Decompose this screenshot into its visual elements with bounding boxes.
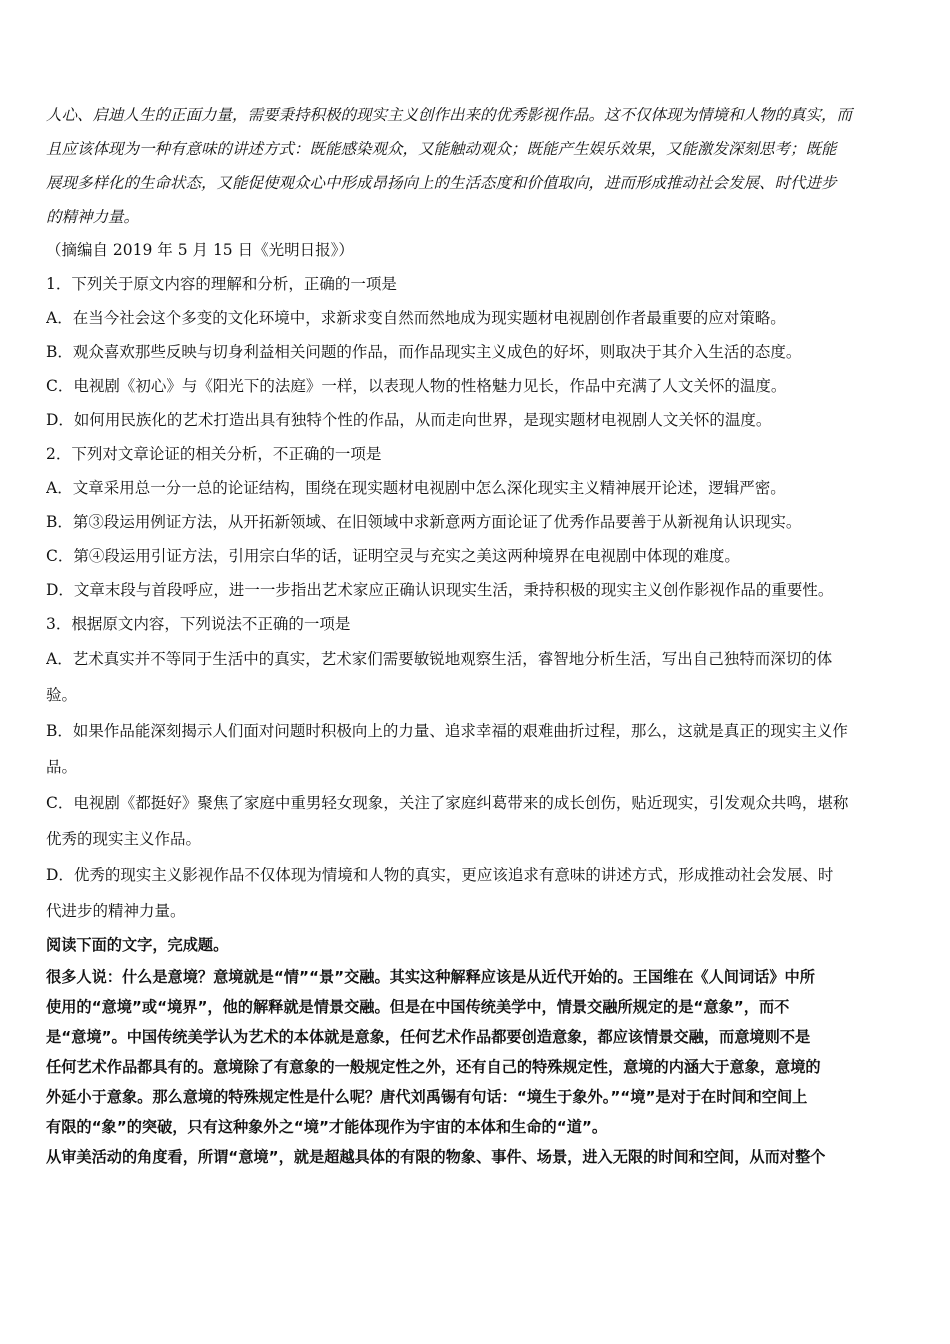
question-stem: 3．根据原文内容，下列说法不正确的一项是 bbox=[46, 615, 351, 633]
option-a: A．文章采用总一分一总的论证结构，围绕在现实题材电视剧中怎么深化现实主义精神展开论述，逻辑严密。 bbox=[46, 479, 786, 497]
option-b-continued: 品。 bbox=[46, 758, 78, 776]
question-3 bbox=[46, 607, 908, 929]
passage-2-line: 从审美活动的角度看，所谓“意境”，就是超越具体的有限的物象、事件、场景，进入无限的时间和空间，从而对整个 bbox=[46, 1148, 826, 1166]
passage-2-line: 任何艺术作品都具有的。意境除了有意象的一般规定性之外，还有自己的特殊规定性，意境的内涵大于意象，意境的 bbox=[46, 1058, 821, 1076]
passage-2-line: 使用的“意境”或“境界”，他的解释就是情景交融。但是在中国传统美学中，情景交融所规定的是“意象”，而不 bbox=[46, 998, 790, 1016]
passage-2 bbox=[46, 929, 908, 1172]
document-page bbox=[46, 98, 908, 1172]
option-d: D．优秀的现实主义影视作品不仅体现为情境和人物的真实，更应该追求有意味的讲述方式，形成推动社会发展、时 bbox=[46, 866, 834, 884]
question-2 bbox=[46, 437, 908, 607]
option-a-continued: 验。 bbox=[46, 686, 78, 704]
option-a: A．在当今社会这个多变的文化环境中，求新求变自然而然地成为现实题材电视剧创作者最重要的应对策略。 bbox=[46, 309, 786, 327]
passage-1-line: 且应该体现为一种有意味的讲述方式：既能感染观众，又能触动观众；既能产生娱乐效果，又能激发深刻思考；既能 bbox=[46, 140, 837, 158]
option-d: D．文章末段与首段呼应，进一一步指出艺术家应正确认识现实生活，秉持积极的现实主义创作影视作品的重要性。 bbox=[46, 581, 834, 599]
option-b: B．如果作品能深刻揭示人们面对问题时积极向上的力量、追求幸福的艰难曲折过程，那么，这就是真正的现实主义作 bbox=[46, 722, 848, 740]
option-a: A．艺术真实并不等同于生活中的真实，艺术家们需要敏锐地观察生活，睿智地分析生活，写出自己独特而深切的体 bbox=[46, 650, 833, 668]
option-b: B．第③段运用例证方法，从开拓新领域、在旧领域中求新意两方面论证了优秀作品要善于从新视角认识现实。 bbox=[46, 513, 802, 531]
question-stem: 2．下列对文章论证的相关分析，不正确的一项是 bbox=[46, 445, 382, 463]
passage-1-line: 的精神力量。 bbox=[46, 208, 140, 226]
option-c: C．第④段运用引证方法，引用宗白华的话，证明空灵与充实之美这两种境界在电视剧中体现的难度。 bbox=[46, 547, 740, 565]
option-b: B．观众喜欢那些反映与切身利益相关问题的作品，而作品现实主义成色的好坏，则取决于其介入生活的态度。 bbox=[46, 343, 802, 361]
passage-2-line: 有限的“象”的突破，只有这种象外之“境”才能体现作为宇宙的本体和生命的“道”。 bbox=[46, 1118, 608, 1136]
passage-1-line: 人心、启迪人生的正面力量，需要秉持积极的现实主义创作出来的优秀影视作品。这不仅体现为情境和人物的真实，而 bbox=[46, 106, 853, 124]
option-c-continued: 优秀的现实主义作品。 bbox=[46, 830, 202, 848]
passage-2-line: 外延小于意象。那么意境的特殊规定性是什么呢？唐代刘禹锡有句话：“境生于象外。”“境”是对于在时间和空间上 bbox=[46, 1088, 808, 1106]
passage-2-line: 是“意境”。中国传统美学认为艺术的本体就是意象，任何艺术作品都要创造意象，都应该情景交融，而意境则不是 bbox=[46, 1028, 811, 1046]
source-citation: （摘编自 2019 年 5 月 15 日《光明日报》） bbox=[46, 241, 354, 259]
option-d-continued: 代进步的精神力量。 bbox=[46, 902, 186, 920]
passage-2-line: 很多人说：什么是意境？意境就是“情”“景”交融。其实这种解释应该是从近代开始的。王国维在《人间词话》中所 bbox=[46, 968, 815, 986]
option-c: C．电视剧《都挺好》聚焦了家庭中重男轻女现象，关注了家庭纠葛带来的成长创伤，贴近现实，引发观众共鸣，堪称 bbox=[46, 794, 849, 812]
reading-instruction: 阅读下面的文字，完成题。 bbox=[46, 936, 229, 954]
option-d: D．如何用民族化的艺术打造出具有独特个性的作品，从而走向世界，是现实题材电视剧人文关怀的温度。 bbox=[46, 411, 772, 429]
passage-1 bbox=[46, 98, 908, 267]
passage-1-line: 展现多样化的生命状态，又能促使观众心中形成昂扬向上的生活态度和价值取向，进而形成推动社会发展、时代进步 bbox=[46, 174, 837, 192]
question-stem: 1．下列关于原文内容的理解和分析，正确的一项是 bbox=[46, 275, 397, 293]
question-1 bbox=[46, 267, 908, 437]
option-c: C．电视剧《初心》与《阳光下的法庭》一样，以表现人物的性格魅力见长，作品中充满了人文关怀的温度。 bbox=[46, 377, 787, 395]
